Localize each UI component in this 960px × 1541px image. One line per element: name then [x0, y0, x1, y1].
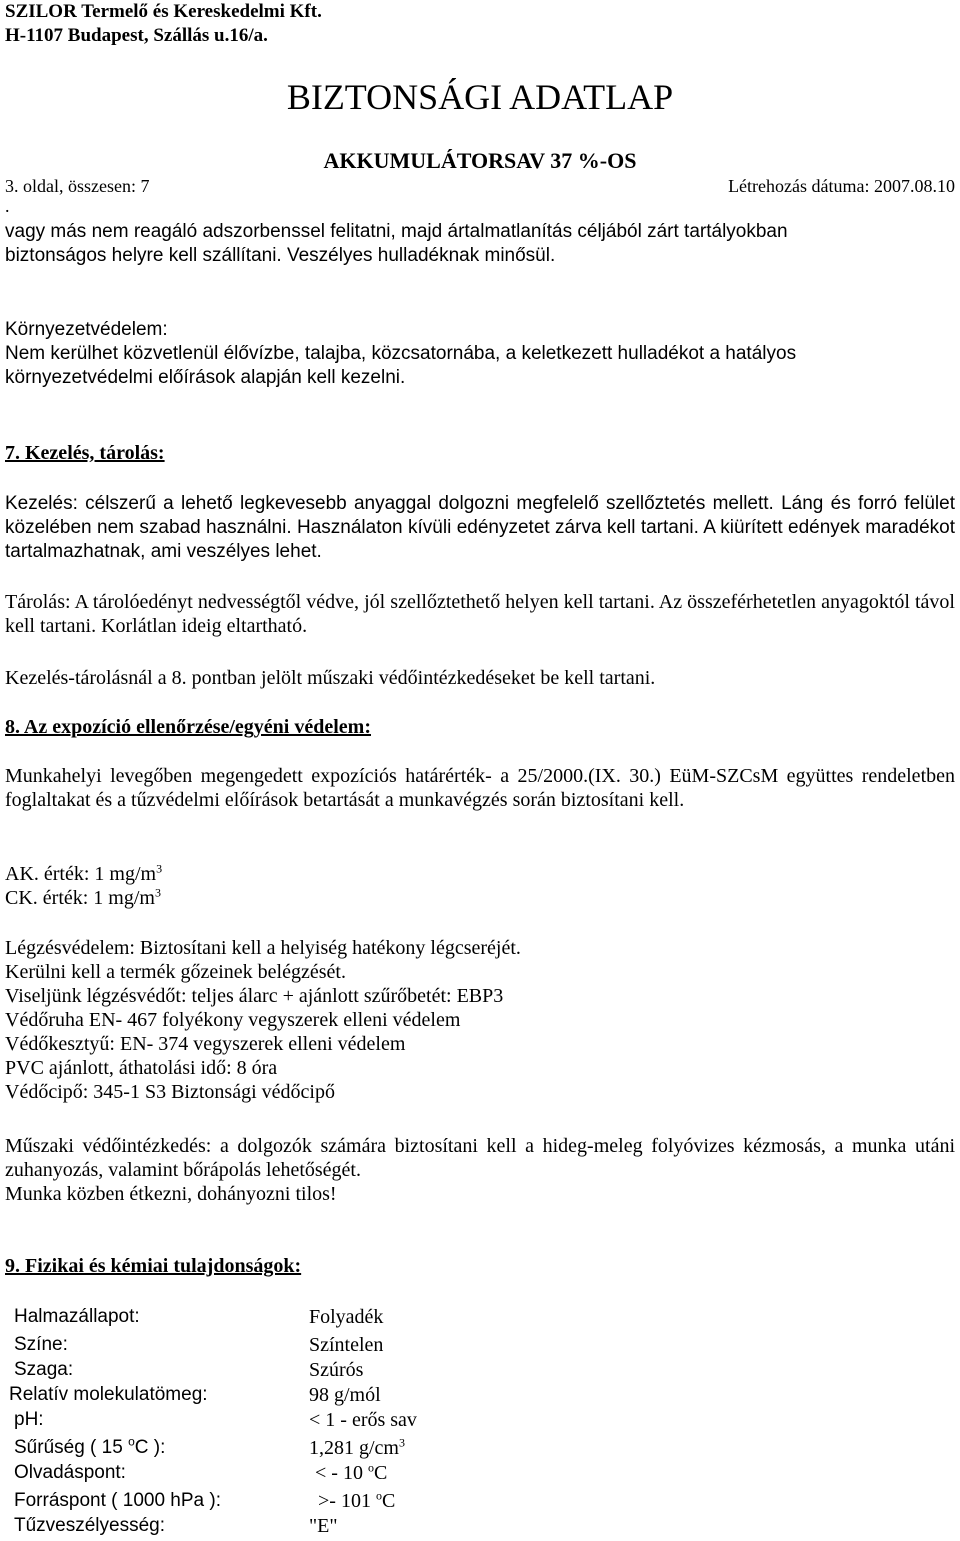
- handling-text: Kezelés: célszerű a lehető legkevesebb anyaggal dolgozni megfelelő szellőztetés mellett. Láng és forró felület közelében nem szabad használni. Használaton kívüli edényzetet zárva kell tartani.: [5, 493, 955, 538]
- prop-label-state: Halmazállapot:: [14, 1306, 140, 1327]
- product-name: AKKUMULÁTORSAV 37 %-OS: [323, 148, 637, 173]
- environment-paragraph: [5, 318, 955, 390]
- prop-value-melting-point: < - 10 $^o$C: [315, 1460, 388, 1484]
- prop-value-molar-mass: 98 g/mól: [309, 1384, 381, 1406]
- continuation-dot: .: [5, 196, 10, 216]
- prop-label-odor: Szaga:: [14, 1359, 74, 1380]
- prop-label-boiling-point: Forráspont ( 1000 hPa ):: [14, 1490, 221, 1511]
- exposure-values: [5, 862, 955, 910]
- prop-value-color: Színtelen: [309, 1334, 384, 1356]
- ppe-item: Védőkesztyű: EN- 374 vegyszerek elleni védelem: [5, 1033, 406, 1055]
- ppe-list: [5, 936, 955, 1104]
- prop-value-odor: Szúrós: [309, 1359, 364, 1381]
- technical-measures-paragraph: Műszaki védőintézkedés: a dolgozók számára biztosítani kell a hideg-meleg folyóvizes kézmosás, a munka utáni zuhanyozás, valamint bőrápolás lehetőségét.: [5, 1135, 955, 1181]
- ppe-item: Viseljünk légzésvédőt: teljes álarc + ajánlott szűrőbetét: EBP3: [5, 985, 504, 1007]
- storage-paragraph: [5, 590, 955, 638]
- prop-label-flammability: Tűzveszélyesség:: [14, 1515, 166, 1536]
- prop-value-state: Folyadék: [309, 1306, 384, 1328]
- company-name: SZILOR Termelő és Kereskedelmi Kft.: [5, 1, 322, 22]
- intro-line-1: vagy más nem reagáló adszorbenssel felitatni, majd ártalmatlanítás céljából zárt tartályokban: [5, 221, 788, 242]
- handling-text-b: A kiürített edények maradékot tartalmazhatnak, ami veszélyes lehet.: [5, 517, 955, 562]
- prop-label-density: Sűrűség ( 15 $^o$C ):: [14, 1434, 166, 1458]
- prop-value-boiling-point: >- 101 $^o$C: [318, 1488, 396, 1512]
- section-8-heading: 8. Az expozíció ellenőrzése/egyéni védelem:: [5, 716, 371, 738]
- ck-value: CK. érték: 1 $mg/m^3$: [5, 885, 161, 909]
- handling-paragraph: [5, 492, 955, 564]
- page-info: 3. oldal, összesen: 7: [5, 176, 150, 196]
- no-eating-note: Munka közben étkezni, dohányozni tilos!: [5, 1183, 337, 1205]
- ppe-item: Védőcipő: 345-1 S3 Biztonsági védőcipő: [5, 1081, 335, 1103]
- ppe-item: PVC ajánlott, áthatolási idő: 8 óra: [5, 1057, 278, 1079]
- creation-date: Létrehozás dátuma: 2007.08.10: [728, 176, 955, 196]
- ak-value: AK. érték: 1 $mg/m^3$: [5, 861, 163, 885]
- storage-text-a: Tárolás: A tárolóedényt nedvességtől védve, jól szellőztethető helyen kell tartani.: [5, 591, 655, 613]
- document-title: BIZTONSÁGI ADATLAP: [286, 77, 674, 117]
- ppe-item: Légzésvédelem: Biztosítani kell a helyiség hatékony légcseréjét.: [5, 937, 521, 959]
- prop-value-density: 1,281 $g/cm^3$: [309, 1435, 405, 1459]
- environment-label: Környezetvédelem:: [5, 319, 168, 340]
- storage-note: Kezelés-tárolásnál a 8. pontban jelölt műszaki védőintézkedéseket be kell tartani.: [5, 667, 656, 689]
- company-address: H-1107 Budapest, Szállás u.16/a.: [5, 25, 268, 46]
- environment-line-1: Nem kerülhet közvetlenül élővízbe, talajba, közcsatornába, a keletkezett hulladékot a hatályos: [5, 343, 797, 364]
- prop-label-ph: pH:: [14, 1409, 44, 1430]
- prop-value-flammability: "E": [309, 1515, 338, 1537]
- prop-label-melting-point: Olvadáspont:: [14, 1462, 126, 1483]
- section-9-heading: 9. Fizikai és kémiai tulajdonságok:: [5, 1255, 302, 1277]
- exposure-limit-paragraph: Munkahelyi levegőben megengedett expozíciós határérték- a 25/2000.(IX. 30.) EüM-SZCsM együttes rendeletben foglaltakat és a tűzvédelmi előírások betartását a munkavégzés során biztosítani kell.: [5, 765, 955, 811]
- ppe-item: Kerülni kell a termék gőzeinek belégzését.: [5, 961, 346, 983]
- prop-value-ph: < 1 - erős sav: [309, 1409, 417, 1431]
- ppe-item: Védőruha EN- 467 folyékony vegyszerek elleni védelem: [5, 1009, 461, 1031]
- prop-label-color: Színe:: [14, 1334, 68, 1355]
- storage-text-b: Az összeférhetetlen anyagoktól távol kell tartani. Korlátlan ideig eltartható.: [5, 591, 955, 637]
- prop-label-molar-mass: Relatív molekulatömeg:: [9, 1384, 208, 1405]
- section-7-heading: 7. Kezelés, tárolás:: [5, 442, 165, 464]
- intro-paragraph: [5, 220, 955, 268]
- environment-line-2: környezetvédelmi előírások alapján kell kezelni.: [5, 367, 406, 388]
- intro-line-2: biztonságos helyre kell szállítani. Veszélyes hulladéknak minősül.: [5, 245, 556, 266]
